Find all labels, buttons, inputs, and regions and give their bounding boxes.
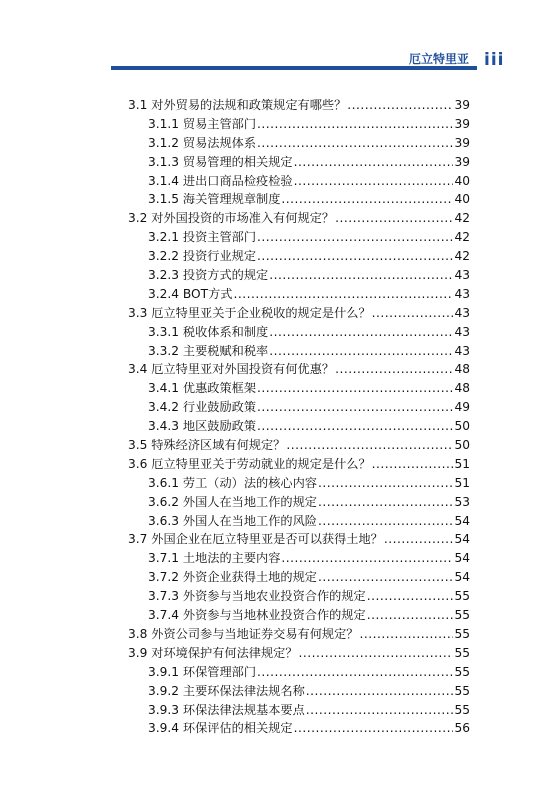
toc-entry[interactable]: [128, 436, 470, 455]
toc-dot-leader: [372, 304, 454, 323]
toc-dot-leader: [294, 153, 454, 172]
toc-entry-title: 3.9.1 环保管理部门: [148, 664, 257, 679]
toc-entry-page: 43: [454, 286, 470, 301]
toc-dot-leader: [269, 266, 453, 285]
toc-dot-leader: [318, 474, 454, 493]
toc-entry-title: 3.3 厄立特里亚关于企业税收的规定是什么？: [128, 305, 371, 320]
toc-entry-title: 3.1.4 进出口商品检疫检验: [148, 173, 293, 188]
header-rule: [111, 66, 477, 70]
toc-entry-title: 3.2.1 投资主管部门: [148, 230, 257, 245]
toc-entry-title: 3.2.3 投资方式的规定: [148, 268, 269, 283]
toc-entry-title: 3.1.1 贸易主管部门: [148, 116, 257, 131]
toc-entry-title: 3.3.2 主要税赋和税率: [148, 343, 269, 358]
toc-dot-leader: [257, 247, 453, 266]
toc-entry-title: 3.3.1 税收体系和制度: [148, 324, 269, 339]
toc-entry-page: 50: [454, 419, 470, 434]
toc-entry-page: 43: [454, 268, 470, 283]
toc-entry[interactable]: [128, 228, 470, 247]
toc-entry[interactable]: [128, 701, 470, 720]
toc-entry-title: 3.8 外资公司参与当地证券交易有何规定？: [128, 626, 359, 641]
toc-entry-title: 3.4 厄立特里亚对外国投资有何优惠？: [128, 362, 335, 377]
toc-entry[interactable]: [128, 512, 470, 531]
toc-entry-page: 55: [454, 645, 470, 660]
toc-entry-page: 51: [454, 456, 470, 471]
toc-entry-title: 3.7.1 土地法的主要内容: [148, 551, 281, 566]
toc-entry[interactable]: [128, 625, 470, 644]
toc-dot-leader: [257, 417, 453, 436]
toc-entry-page: 55: [454, 608, 470, 623]
toc-entry-title: 3.1.2 贸易法规体系: [148, 135, 257, 150]
toc-entry[interactable]: [128, 682, 470, 701]
toc-entry-page: 48: [454, 362, 470, 377]
toc-entry-title: 3.7 外国企业在厄立特里亚是否可以获得土地？: [128, 532, 383, 547]
toc-dot-leader: [294, 172, 454, 191]
toc-entry-page: 39: [454, 154, 470, 169]
toc-entry-title: 3.6.3 外国人在当地工作的风险: [148, 513, 317, 528]
toc-entry-page: 42: [454, 249, 470, 264]
toc-entry[interactable]: [128, 493, 470, 512]
toc-dot-leader: [306, 701, 454, 720]
toc-entry[interactable]: [128, 398, 470, 417]
toc-entry-page: 40: [454, 173, 470, 188]
toc-entry[interactable]: [128, 644, 470, 663]
toc-dot-leader: [257, 398, 453, 417]
toc-entry[interactable]: [128, 455, 470, 474]
toc-entry-title: 3.6.1 劳工（动）法的核心内容: [148, 475, 317, 490]
toc-entry[interactable]: [128, 360, 470, 379]
toc-entry[interactable]: [128, 209, 470, 228]
toc-entry-title: 3.7.2 外资企业获得土地的规定: [148, 570, 317, 585]
toc-entry-page: 53: [454, 494, 470, 509]
toc-dot-leader: [318, 568, 454, 587]
toc-dot-leader: [367, 606, 454, 625]
toc-entry-page: 55: [454, 664, 470, 679]
toc-entry-page: 50: [454, 438, 470, 453]
toc-entry-page: 40: [454, 192, 470, 207]
toc-entry-title: 3.7.3 外资参与当地农业投资合作的规定: [148, 589, 366, 604]
toc-entry-title: 3.4.3 地区鼓励政策: [148, 419, 257, 434]
toc-entry[interactable]: [128, 719, 470, 738]
toc-dot-leader: [294, 719, 454, 738]
toc-entry-page: 39: [454, 135, 470, 150]
toc-entry-page: 55: [454, 589, 470, 604]
toc-entry[interactable]: [128, 190, 470, 209]
page-number: iii: [484, 50, 505, 70]
toc-dot-leader: [306, 682, 454, 701]
toc-entry-page: 39: [454, 116, 470, 131]
toc-entry-title: 3.7.4 外资参与当地林业投资合作的规定: [148, 608, 366, 623]
toc-entry[interactable]: [128, 474, 470, 493]
toc-dot-leader: [257, 228, 453, 247]
toc-dot-leader: [367, 587, 454, 606]
toc-entry[interactable]: [128, 134, 470, 153]
toc-dot-leader: [286, 436, 453, 455]
toc-entry-page: 43: [454, 343, 470, 358]
toc-entry[interactable]: [128, 342, 470, 361]
toc-entry-title: 3.1.3 贸易管理的相关规定: [148, 154, 293, 169]
toc-entry[interactable]: [128, 247, 470, 266]
toc-entry[interactable]: [128, 323, 470, 342]
table-of-contents: [128, 96, 470, 738]
toc-dot-leader: [281, 549, 453, 568]
toc-entry-page: 48: [454, 381, 470, 396]
toc-entry[interactable]: [128, 115, 470, 134]
toc-entry-page: 39: [454, 98, 470, 112]
toc-entry-page: 42: [454, 230, 470, 245]
toc-entry[interactable]: [128, 587, 470, 606]
toc-entry-page: 54: [454, 551, 470, 566]
toc-entry-page: 54: [454, 570, 470, 585]
toc-entry-page: 55: [454, 626, 470, 641]
toc-dot-leader: [299, 644, 454, 663]
toc-entry[interactable]: [128, 172, 470, 191]
toc-dot-leader: [233, 285, 453, 304]
toc-entry-title: 3.4.2 行业鼓励政策: [148, 400, 257, 415]
toc-dot-leader: [318, 512, 454, 531]
toc-dot-leader: [269, 323, 453, 342]
toc-entry-page: 42: [454, 211, 470, 226]
toc-entry-page: 55: [454, 702, 470, 717]
running-header-title: 厄立特里亚: [408, 52, 469, 66]
toc-entry-page: 56: [454, 721, 470, 736]
toc-entry[interactable]: [128, 417, 470, 436]
toc-dot-leader: [384, 530, 454, 549]
toc-entry[interactable]: [128, 304, 470, 323]
toc-dot-leader: [257, 379, 453, 398]
toc-dot-leader: [269, 342, 453, 361]
toc-entry[interactable]: [128, 663, 470, 682]
toc-entry-title: 3.9 对环境保护有何法律规定？: [128, 645, 298, 660]
toc-entry-title: 3.2.2 投资行业规定: [148, 249, 257, 264]
toc-dot-leader: [335, 360, 453, 379]
toc-entry-page: 54: [454, 532, 470, 547]
toc-entry-title: 3.6.2 外国人在当地工作的规定: [148, 494, 317, 509]
toc-dot-leader: [335, 209, 453, 228]
toc-entry-page: 49: [454, 400, 470, 415]
toc-entry-page: 43: [454, 324, 470, 339]
toc-entry-title: 3.4.1 优惠政策框架: [148, 381, 257, 396]
toc-dot-leader: [257, 663, 453, 682]
toc-dot-leader: [318, 493, 454, 512]
toc-dot-leader: [281, 190, 453, 209]
toc-entry[interactable]: [128, 266, 470, 285]
toc-entry-title: 3.5 特殊经济区域有何规定？: [128, 438, 286, 453]
toc-dot-leader: [347, 96, 453, 115]
toc-entry-title: 3.2.4 BOT方式: [148, 286, 233, 301]
toc-entry-page: 54: [454, 513, 470, 528]
toc-entry[interactable]: [128, 285, 470, 304]
toc-entry[interactable]: [128, 549, 470, 568]
toc-entry[interactable]: [128, 379, 470, 398]
toc-entry[interactable]: [128, 568, 470, 587]
toc-entry-title: 3.9.4 环保评估的相关规定: [148, 721, 293, 736]
toc-entry-title: 3.6 厄立特里亚关于劳动就业的规定是什么？: [128, 456, 371, 471]
toc-dot-leader: [257, 115, 453, 134]
toc-dot-leader: [257, 134, 453, 153]
toc-entry-page: 43: [454, 305, 470, 320]
toc-entry-title: 3.2 对外国投资的市场准入有何规定？: [128, 211, 335, 226]
toc-entry-title: 3.1 对外贸易的法规和政策规定有哪些？: [128, 98, 347, 112]
toc-entry-page: 51: [454, 475, 470, 490]
toc-entry[interactable]: [128, 96, 470, 115]
toc-entry-title: 3.9.3 环保法律法规基本要点: [148, 702, 305, 717]
toc-entry-title: 3.1.5 海关管理规章制度: [148, 192, 281, 207]
toc-entry[interactable]: [128, 606, 470, 625]
toc-entry[interactable]: [128, 153, 470, 172]
toc-entry-page: 55: [454, 683, 470, 698]
toc-dot-leader: [372, 455, 454, 474]
toc-dot-leader: [359, 625, 453, 644]
toc-entry-title: 3.9.2 主要环保法律法规名称: [148, 683, 305, 698]
toc-entry[interactable]: [128, 530, 470, 549]
